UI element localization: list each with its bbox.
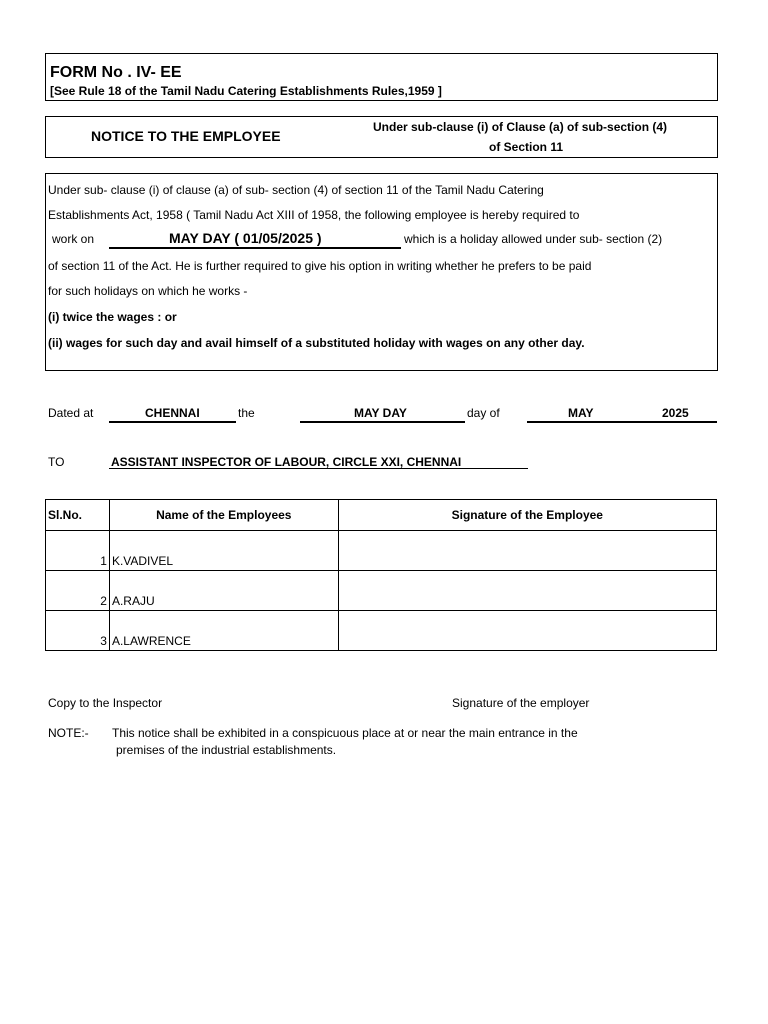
row-sl-no: 2 [46, 571, 110, 611]
header-employee-signature: Signature of the Employee [338, 500, 716, 531]
holiday-date: MAY DAY ( 01/05/2025 ) [169, 230, 322, 246]
holiday-underline [109, 247, 401, 249]
row-employee-name: A.LAWRENCE [109, 611, 338, 651]
dated-month: MAY [568, 406, 594, 420]
form-header-box [45, 53, 718, 101]
body-line-5: for such holidays on which he works - [48, 284, 248, 298]
table-row [46, 571, 717, 611]
addressee: ASSISTANT INSPECTOR OF LABOUR, CIRCLE XXI, CHENNAI [111, 455, 462, 469]
row-employee-name: A.RAJU [109, 571, 338, 611]
option-substituted-holiday: (ii) wages for such day and avail himself of a substituted holiday with wages on any other day. [48, 336, 585, 350]
table-row [46, 611, 717, 651]
dated-place-underline [109, 421, 236, 423]
dated-day: MAY DAY [354, 406, 407, 420]
table-header-row [46, 500, 717, 531]
addressee-underline [109, 468, 528, 469]
body-line-2: Establishments Act, 1958 ( Tamil Nadu Act XIII of 1958, the following employee is hereby required to [48, 208, 580, 222]
notice-title: NOTICE TO THE EMPLOYEE [91, 128, 281, 144]
body-line-4: of section 11 of the Act. He is further required to give his option in writing whether he prefers to be paid [48, 259, 592, 273]
note-line-2: premises of the industrial establishments. [116, 743, 337, 757]
notice-clause-line2: of Section 11 [489, 140, 564, 154]
employer-signature-label: Signature of the employer [452, 696, 590, 710]
rule-reference: [See Rule 18 of the Tamil Nadu Catering Establishments Rules,1959 ] [50, 84, 442, 98]
body-work-on: work on [52, 232, 95, 246]
dated-year: 2025 [662, 406, 689, 420]
header-sl-no: Sl.No. [46, 500, 110, 531]
notice-clause-line1: Under sub-clause (i) of Clause (a) of sub-section (4) [373, 120, 668, 134]
header-employee-name: Name of the Employees [109, 500, 338, 531]
row-sl-no: 3 [46, 611, 110, 651]
to-label: TO [48, 455, 65, 469]
dated-day-of: day of [467, 406, 500, 420]
dated-day-underline [300, 421, 465, 423]
dated-month-year-underline [527, 421, 717, 423]
dated-label: Dated at [48, 406, 94, 420]
form-title: FORM No . IV- EE [50, 64, 182, 81]
body-line-1: Under sub- clause (i) of clause (a) of sub- section (4) of section 11 of the Tamil Nadu Catering [48, 183, 544, 197]
copy-to-inspector: Copy to the Inspector [48, 696, 163, 710]
dated-the: the [238, 406, 255, 420]
note-label: NOTE:- [48, 726, 89, 740]
dated-place: CHENNAI [145, 406, 200, 420]
row-employee-name: K.VADIVEL [109, 531, 338, 571]
option-twice-wages: (i) twice the wages : or [48, 310, 177, 324]
note-line-1: This notice shall be exhibited in a conspicuous place at or near the main entrance in the [112, 726, 578, 740]
employee-table [45, 499, 717, 651]
notice-box [45, 116, 718, 158]
row-signature-cell [338, 611, 716, 651]
row-sl-no: 1 [46, 531, 110, 571]
table-row [46, 531, 717, 571]
row-signature-cell [338, 531, 716, 571]
row-signature-cell [338, 571, 716, 611]
body-line-3-rest: which is a holiday allowed under sub- section (2) [404, 232, 663, 246]
